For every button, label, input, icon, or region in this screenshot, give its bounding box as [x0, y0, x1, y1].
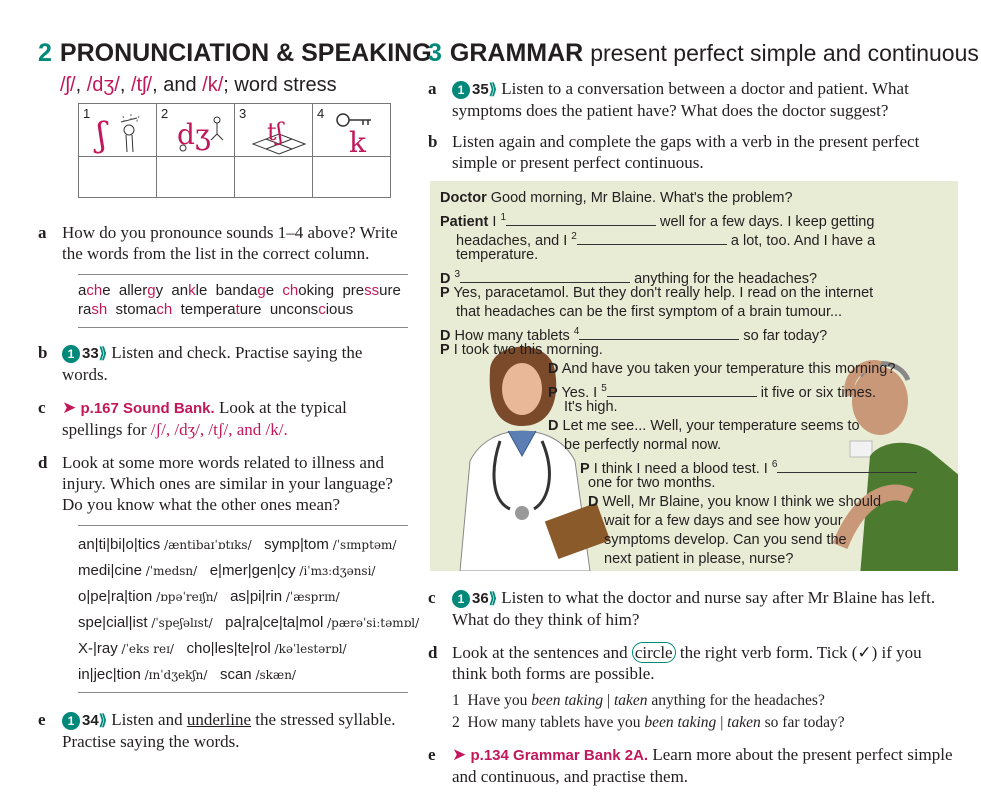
- sound-2: /dʒ/: [86, 74, 120, 96]
- dialogue-line: D How many tablets $^4$ so far today?: [440, 326, 828, 344]
- grammar-bank-link[interactable]: p.134 Grammar Bank 2A.: [470, 747, 649, 764]
- audio-icon: ⟫: [98, 345, 108, 362]
- audio-track[interactable]: 33: [82, 345, 99, 362]
- dialogue-line: D $^3$ anything for the headaches?: [440, 269, 818, 287]
- exercise-2b: b 1 33⟫ Listen and check. Practise saying the words.: [38, 343, 363, 384]
- audio-icon: ⟫: [488, 81, 498, 98]
- illness-word: spe|cial|ist: [78, 614, 148, 631]
- illness-word-box: [78, 525, 420, 693]
- word-list-item: allergy: [118, 282, 164, 299]
- illness-word: symp|tom: [264, 536, 329, 553]
- audio-track[interactable]: 35: [472, 81, 489, 98]
- sound-1: /ʃ/: [60, 74, 76, 96]
- word-list-item: unconscious: [269, 301, 354, 318]
- grammar-sentence: 1 Have you been taking | taken anything for the headaches?: [452, 692, 825, 709]
- dialogue-line: headaches, and I $^2$ a lot, too. And I have a: [456, 231, 876, 249]
- grammar-section: [428, 38, 979, 787]
- answer-cell-4[interactable]: [313, 157, 391, 198]
- exercise-3c: c 1 36⟫ Listen to what the doctor and nurse say after Mr Blaine has left. What do they think of him?: [428, 588, 936, 629]
- section-subtitle: present perfect simple and continuous: [590, 40, 979, 66]
- illness-word-row: [78, 558, 408, 584]
- dialogue-line: It's high.: [564, 399, 618, 415]
- sound-table: [78, 103, 391, 198]
- phonetic-transcription: /ɪnˈdʒekʃn/: [140, 668, 208, 682]
- subtitle-rest: ; word stress: [223, 74, 337, 96]
- verb-option[interactable]: taken: [613, 692, 648, 709]
- dialogue-line: be perfectly normal now.: [564, 437, 722, 453]
- chess-icon: [249, 110, 307, 156]
- illness-word: scan: [219, 666, 252, 683]
- illness-word: an|ti|bi|o|tics: [78, 536, 161, 553]
- answer-cell-1[interactable]: [79, 157, 157, 198]
- illness-word: e|mer|gen|cy: [209, 562, 296, 579]
- section-2-heading: [38, 38, 432, 68]
- gap-1[interactable]: [506, 213, 656, 226]
- answer-cell-3[interactable]: [235, 157, 313, 198]
- dialogue-line: D Well, Mr Blaine, you know I think we should: [588, 494, 882, 510]
- illness-word-row: [78, 532, 408, 558]
- audio-badge[interactable]: 1: [62, 345, 80, 363]
- phonetic-transcription: /æntibaɪˈɒtɪks/: [160, 538, 252, 552]
- sound-cell-chess[interactable]: 3 tʃ: [235, 104, 313, 157]
- dialogue-line: wait for a few days and see how your: [604, 513, 843, 529]
- illness-word-row: [78, 636, 408, 662]
- phonetic-transcription: /ˈeks reɪ/: [117, 642, 174, 656]
- svg-text:tʃ: tʃ: [267, 118, 284, 146]
- illness-word-row: [78, 662, 408, 688]
- phonetic-transcription: /ɒpəˈreɪʃn/: [152, 590, 218, 604]
- audio-badge[interactable]: 1: [452, 81, 470, 99]
- circle-word: circle: [632, 642, 676, 663]
- key-icon: [327, 110, 385, 156]
- dialogue-line: temperature.: [456, 247, 539, 263]
- sound-bank-link[interactable]: p.167 Sound Bank.: [80, 400, 215, 417]
- dialogue-box: [430, 181, 958, 571]
- word-list-box: [78, 274, 408, 328]
- phonetic-transcription: /ˈsɪmptəm/: [328, 538, 397, 552]
- gap-5[interactable]: [607, 384, 757, 397]
- jazz-icon: [171, 110, 229, 156]
- section-3-heading: [428, 38, 979, 68]
- exercise-2d: d Look at some more words related to illness and injury. Which ones are similar in your language? Do you know what the other ones mean?: [38, 453, 393, 514]
- section-subtitle: /ʃ/, /dʒ/, /tʃ/, and /k/; word stress: [60, 74, 337, 96]
- word-list-item: temperature: [180, 301, 262, 318]
- phonetic-transcription: /pærəˈsiːtəmɒl/: [323, 616, 420, 630]
- exercise-2c: c ➤ p.167 Sound Bank. Look at the typical spellings for /ʃ/, /dʒ/, /tʃ/, and /k/.: [38, 398, 347, 439]
- section-title: PRONUNCIATION & SPEAKING: [59, 39, 432, 67]
- section-number: 3: [428, 39, 442, 67]
- arrow-icon: ➤: [452, 745, 467, 764]
- pronunciation-section: [38, 38, 432, 752]
- verb-option[interactable]: been taking: [531, 692, 604, 709]
- sound-cell-jazz[interactable]: 2 dʒ: [157, 104, 235, 157]
- exercise-3d: d Look at the sentences and circle the right verb form. Tick (✓) if you think both forms are possible.: [428, 643, 922, 683]
- illness-word: cho|les|te|rol: [186, 640, 271, 657]
- dialogue-line: P Yes. I $^5$ it five or six times.: [548, 383, 877, 401]
- illness-word: as|pi|rin: [230, 588, 283, 605]
- illness-word: in|jec|tion: [78, 666, 141, 683]
- and-word: and: [163, 74, 197, 96]
- dialogue-line: symptoms develop. Can you send the: [604, 532, 847, 548]
- word-list-item: stomach: [115, 301, 173, 318]
- illness-word: medi|cine: [78, 562, 142, 579]
- exercise-3b: b Listen again and complete the gaps with a verb in the present perfect simple or present perfect continuous.: [428, 132, 920, 172]
- dialogue-line: D Let me see... Well, your temperature seems to: [548, 418, 860, 434]
- audio-track[interactable]: 34: [82, 712, 99, 729]
- arrow-icon: ➤: [62, 398, 77, 417]
- grammar-sentence: 2 How many tablets have you been taking | taken so far today?: [452, 714, 845, 731]
- gap-3[interactable]: [460, 270, 630, 283]
- illness-word: X-|ray: [78, 640, 118, 657]
- gap-2[interactable]: [577, 232, 727, 245]
- word-list-item: bandage: [215, 282, 275, 299]
- dialogue-line: one for two months.: [588, 475, 716, 491]
- word-list-item: rash: [78, 301, 108, 318]
- word-list-item: choking: [282, 282, 335, 299]
- word-list-item: ache: [78, 282, 111, 299]
- audio-badge[interactable]: 1: [452, 590, 470, 608]
- dialogue-line: Doctor Good morning, Mr Blaine. What's the problem?: [440, 190, 793, 206]
- audio-icon: ⟫: [488, 590, 498, 607]
- illness-word-row: [78, 584, 408, 610]
- audio-badge[interactable]: 1: [62, 712, 80, 730]
- exercise-3a: a 1 35⟫ Listen to a conversation between a doctor and patient. What symptoms does the patient have? What does the doctor suggest?: [428, 79, 909, 120]
- phonetic-transcription: /ˈspeʃəlɪst/: [147, 616, 213, 630]
- sound-cell-key[interactable]: 4 k: [313, 104, 391, 157]
- dialogue-line: P Yes, paracetamol. But they don't really help. I read on the internet: [440, 285, 874, 301]
- answer-cell-2[interactable]: [157, 157, 235, 198]
- exercise-2e: e 1 34⟫ Listen and underline the stressed syllable. Practise saying the words.: [38, 710, 396, 751]
- dialogue-line: next patient in please, nurse?: [604, 551, 794, 567]
- dialogue-line: D And have you taken your temperature this morning?: [548, 361, 896, 377]
- audio-track[interactable]: 36: [472, 590, 489, 607]
- word-list-item: pressure: [342, 282, 401, 299]
- phonetic-transcription: /skæn/: [251, 668, 296, 682]
- illness-word: pa|ra|ce|ta|mol: [225, 614, 324, 631]
- sound-4: /k/: [202, 74, 224, 96]
- audio-icon: ⟫: [98, 712, 108, 729]
- dialogue-line: that headaches can be the first symptom of a brain tumour...: [456, 304, 843, 320]
- exercise-2a: a How do you pronounce sounds 1–4 above? Write the words from the list in the correct column.: [38, 223, 398, 263]
- dialogue-line: P I think I need a blood test. I $^6$: [580, 455, 917, 479]
- section-number: 2: [38, 39, 52, 67]
- word-list-item: ankle: [171, 282, 208, 299]
- sound-3: /tʃ/: [130, 74, 153, 96]
- shower-icon: [93, 110, 151, 156]
- svg-text:ʃ: ʃ: [97, 115, 107, 155]
- sound-cell-shower[interactable]: 1 ʃ: [79, 104, 157, 157]
- phonetic-transcription: /iˈmɜːdʒənsi/: [295, 564, 376, 578]
- section-title: GRAMMAR: [449, 39, 584, 67]
- exercise-3e: e ➤ p.134 Grammar Bank 2A. Learn more about the present perfect simple and continuous, and practise them.: [428, 745, 953, 786]
- dialogue-line: P I took two this morning.: [440, 342, 603, 358]
- phonetic-transcription: /ˈmedsn/: [141, 564, 198, 578]
- gap-4[interactable]: [579, 327, 739, 340]
- verb-option[interactable]: been taking: [644, 714, 717, 731]
- illness-word: o|pe|ra|tion: [78, 588, 153, 605]
- svg-text:dʒ: dʒ: [177, 118, 211, 151]
- dialogue-line: Patient I $^1$ well for a few days. I keep getting: [440, 212, 875, 230]
- verb-option[interactable]: taken: [727, 714, 761, 731]
- gap-6[interactable]: [777, 460, 917, 473]
- phonetic-transcription: /ˈæsprɪn/: [282, 590, 340, 604]
- svg-text:k: k: [349, 126, 366, 156]
- illness-word-row: [78, 610, 420, 636]
- phonetic-transcription: /kəˈlestərɒl/: [270, 642, 347, 656]
- sentence-list: [452, 690, 958, 734]
